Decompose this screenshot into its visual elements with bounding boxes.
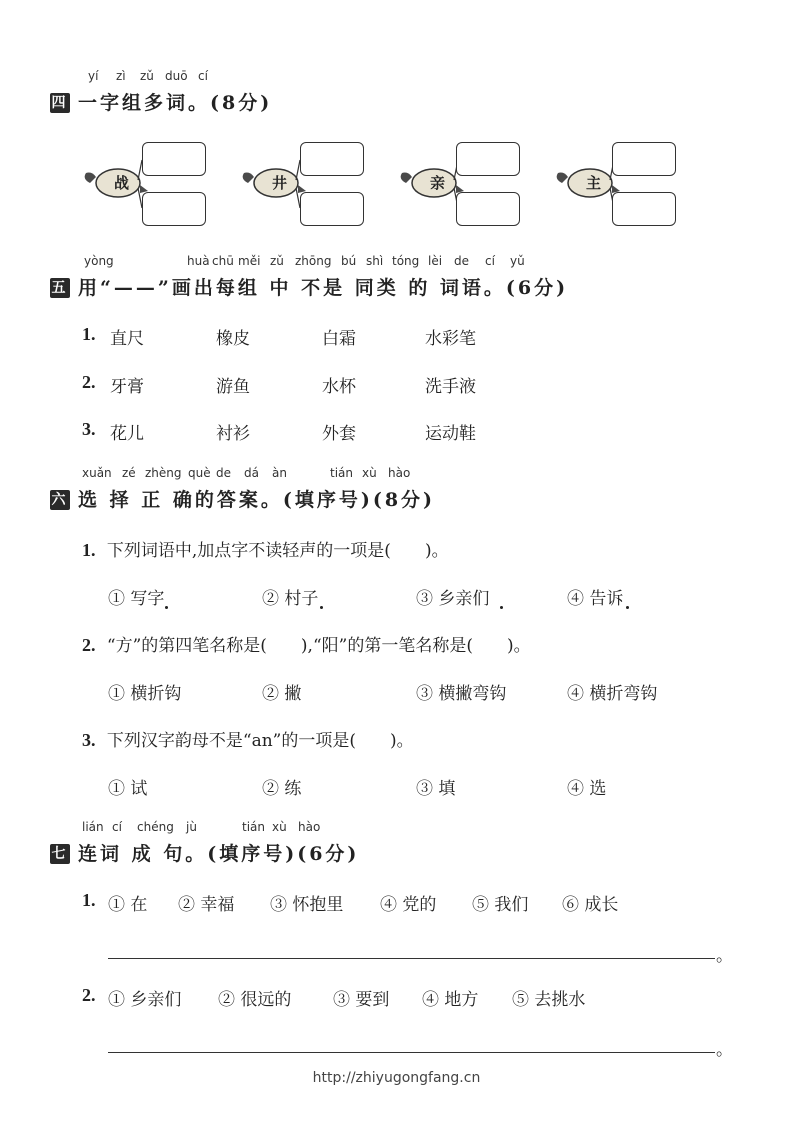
option[interactable]: ④ 告诉 bbox=[567, 589, 624, 609]
answer-line[interactable] bbox=[108, 1052, 715, 1053]
answer-box[interactable] bbox=[142, 142, 206, 176]
pinyin: hào bbox=[388, 466, 411, 480]
option[interactable]: ② 撇 bbox=[262, 684, 302, 704]
turtle-char: 亲 bbox=[430, 174, 446, 192]
emphasis-dot bbox=[500, 606, 503, 609]
section-4-title bbox=[50, 88, 272, 115]
pinyin: hào bbox=[298, 820, 321, 834]
question-1 bbox=[82, 536, 449, 561]
question-2 bbox=[82, 985, 96, 1006]
answer-box[interactable] bbox=[612, 192, 676, 226]
word-card[interactable]: ② 很远的 bbox=[218, 990, 292, 1010]
pinyin: měi bbox=[238, 254, 261, 268]
question-text: 下列词语中,加点字不读轻声的一项是( )。 bbox=[106, 541, 449, 561]
word-card[interactable]: ⑥ 成长 bbox=[562, 895, 619, 915]
word-card[interactable]: ④ 地方 bbox=[422, 990, 479, 1010]
question-text: “方”的第四笔名称是( ),“阳”的第一笔名称是( )。 bbox=[106, 636, 531, 656]
question-1 bbox=[82, 890, 96, 911]
turtle-char: 战 bbox=[114, 174, 130, 192]
answer-box[interactable] bbox=[612, 142, 676, 176]
pinyin: yòng bbox=[84, 254, 114, 268]
pinyin: xù bbox=[272, 820, 287, 834]
question-2 bbox=[82, 631, 531, 656]
pinyin: lián bbox=[82, 820, 104, 834]
footer-url[interactable]: http://zhiyugongfang.cn bbox=[312, 1070, 481, 1086]
pinyin: zé bbox=[122, 466, 136, 480]
word-card[interactable]: ⑤ 去挑水 bbox=[512, 990, 586, 1010]
question-text: 下列汉字韵母不是“an”的一项是( )。 bbox=[106, 731, 414, 751]
section-7-title bbox=[50, 839, 359, 866]
emphasis-dot bbox=[165, 606, 168, 609]
option[interactable]: ③ 横撇弯钩 bbox=[416, 684, 507, 704]
pinyin: shì bbox=[366, 254, 384, 268]
answer-box[interactable] bbox=[142, 192, 206, 226]
pinyin-yi: yí bbox=[88, 69, 99, 83]
option[interactable]: ② 村子 bbox=[262, 589, 319, 609]
section-number: 七 bbox=[51, 846, 69, 862]
turtle-char: 主 bbox=[586, 174, 602, 192]
question-number: 2. bbox=[82, 635, 96, 655]
word[interactable]: 衬衫 bbox=[216, 424, 250, 444]
pinyin: chéng bbox=[137, 820, 174, 834]
answer-box[interactable] bbox=[300, 142, 364, 176]
item-number: 3. bbox=[82, 419, 96, 439]
pinyin-duo: duō bbox=[165, 69, 188, 83]
pinyin: dá bbox=[244, 466, 259, 480]
question-number: 2. bbox=[82, 985, 96, 1005]
pinyin: tóng bbox=[392, 254, 420, 268]
word[interactable]: 外套 bbox=[322, 424, 356, 444]
option[interactable]: ② 练 bbox=[262, 779, 302, 799]
word-row bbox=[82, 372, 96, 393]
option[interactable]: ① 试 bbox=[108, 779, 148, 799]
answer-line[interactable] bbox=[108, 958, 715, 959]
pinyin: jù bbox=[186, 820, 197, 834]
section-title-text: 用“——”画出每组 中 不是 同类 的 词语。(6分) bbox=[78, 277, 569, 299]
pinyin: xù bbox=[362, 466, 377, 480]
pinyin: tián bbox=[330, 466, 353, 480]
pinyin: àn bbox=[272, 466, 287, 480]
item-number: 1. bbox=[82, 324, 96, 344]
emphasis-dot bbox=[320, 606, 323, 609]
word[interactable]: 牙膏 bbox=[110, 377, 144, 397]
word-card[interactable]: ① 在 bbox=[108, 895, 148, 915]
question-3 bbox=[82, 726, 414, 751]
answer-box[interactable] bbox=[300, 192, 364, 226]
option[interactable]: ③ 乡亲们 bbox=[416, 589, 490, 609]
question-number: 1. bbox=[82, 890, 96, 910]
pinyin: zhèng bbox=[145, 466, 182, 480]
pinyin: cí bbox=[485, 254, 495, 268]
word[interactable]: 洗手液 bbox=[425, 377, 476, 397]
section-5-title bbox=[50, 273, 568, 300]
word-card[interactable]: ③ 怀抱里 bbox=[270, 895, 344, 915]
word-card[interactable]: ② 幸福 bbox=[178, 895, 235, 915]
answer-box[interactable] bbox=[456, 192, 520, 226]
word[interactable]: 直尺 bbox=[110, 329, 144, 349]
word-card[interactable]: ③ 要到 bbox=[333, 990, 390, 1010]
word[interactable]: 白霜 bbox=[322, 329, 356, 349]
section-number: 五 bbox=[51, 280, 69, 296]
option[interactable]: ④ 横折弯钩 bbox=[567, 684, 658, 704]
pinyin: chū bbox=[212, 254, 234, 268]
pinyin-ci: cí bbox=[198, 69, 208, 83]
word-row bbox=[82, 324, 96, 345]
question-number: 1. bbox=[82, 540, 96, 560]
word[interactable]: 运动鞋 bbox=[425, 424, 476, 444]
pinyin: tián bbox=[242, 820, 265, 834]
turtle-char: 井 bbox=[272, 174, 288, 192]
pinyin: huà bbox=[187, 254, 210, 268]
option[interactable]: ① 写字 bbox=[108, 589, 165, 609]
option[interactable]: ③ 填 bbox=[416, 779, 456, 799]
option[interactable]: ④ 选 bbox=[567, 779, 607, 799]
pinyin: què bbox=[188, 466, 211, 480]
period-mark: 。 bbox=[716, 946, 733, 966]
section-title-text: 一字组多词。(8分) bbox=[78, 92, 273, 114]
section-number: 四 bbox=[51, 95, 69, 111]
section-6-title bbox=[50, 485, 435, 512]
pinyin: de bbox=[454, 254, 469, 268]
pinyin: de bbox=[216, 466, 231, 480]
pinyin-zu: zǔ bbox=[140, 69, 154, 83]
period-mark: 。 bbox=[716, 1040, 733, 1060]
word-row bbox=[82, 419, 96, 440]
word-card[interactable]: ⑤ 我们 bbox=[472, 895, 529, 915]
word-card[interactable]: ① 乡亲们 bbox=[108, 990, 182, 1010]
pinyin: zhōng bbox=[295, 254, 332, 268]
word[interactable]: 水杯 bbox=[322, 377, 356, 397]
answer-box[interactable] bbox=[456, 142, 520, 176]
word-card[interactable]: ④ 党的 bbox=[380, 895, 437, 915]
pinyin: cí bbox=[112, 820, 122, 834]
pinyin: yǔ bbox=[510, 254, 525, 268]
pinyin-zi: zì bbox=[116, 69, 126, 83]
word[interactable]: 水彩笔 bbox=[425, 329, 476, 349]
emphasis-dot bbox=[626, 606, 629, 609]
section-number: 六 bbox=[51, 492, 69, 508]
question-number: 3. bbox=[82, 730, 96, 750]
pinyin: lèi bbox=[428, 254, 443, 268]
pinyin: zǔ bbox=[270, 254, 284, 268]
section-title-text: 连词 成 句。(填序号)(6分) bbox=[78, 843, 360, 865]
word[interactable]: 游鱼 bbox=[216, 377, 250, 397]
item-number: 2. bbox=[82, 372, 96, 392]
word[interactable]: 橡皮 bbox=[216, 329, 250, 349]
pinyin: xuǎn bbox=[82, 466, 112, 480]
pinyin: bú bbox=[341, 254, 357, 268]
section-title-text: 选 择 正 确的答案。(填序号)(8分) bbox=[78, 489, 436, 511]
option[interactable]: ① 横折钩 bbox=[108, 684, 182, 704]
word[interactable]: 花儿 bbox=[110, 424, 144, 444]
